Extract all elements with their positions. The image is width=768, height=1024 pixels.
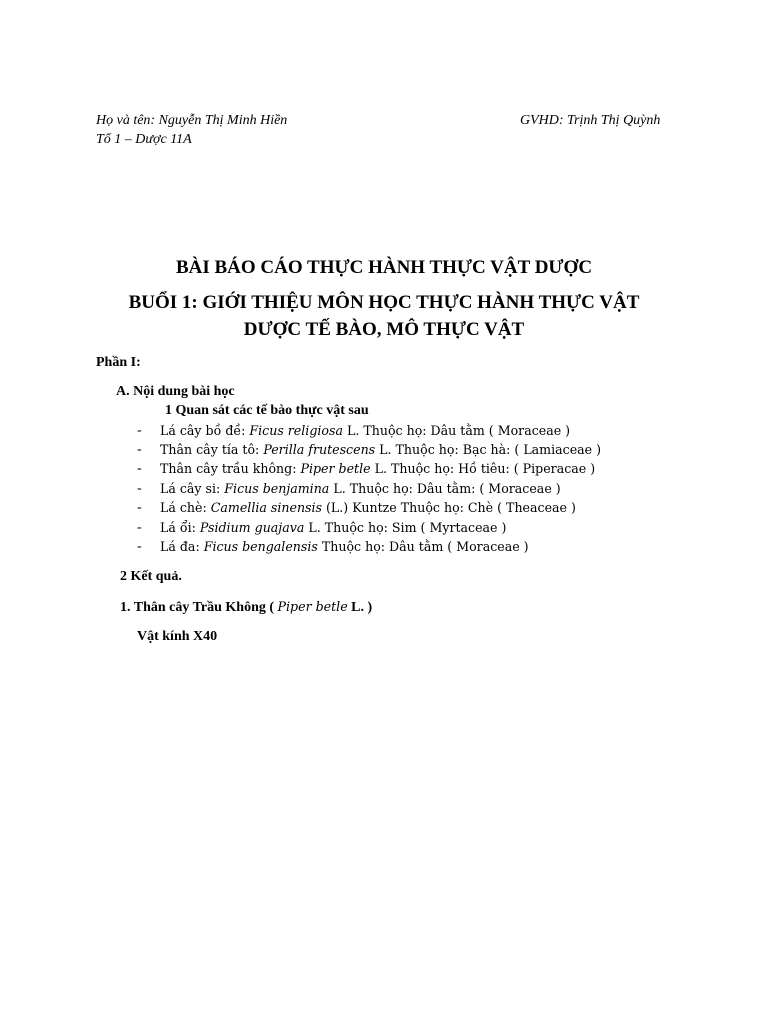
section-a-heading: A. Nội dung bài học	[116, 384, 235, 399]
header-left	[96, 111, 287, 149]
student-name: Họ và tên: Nguyễn Thị Minh Hiền	[96, 113, 288, 128]
session-title-line-1: BUỔI 1: GIỚI THIỆU MÔN HỌC THỰC HÀNH THỰC VẬT	[128, 292, 640, 313]
document-title: BÀI BÁO CÁO THỰC HÀNH THỰC VẬT DƯỢC	[175, 257, 593, 278]
list-bullet: -	[137, 423, 142, 438]
list-item: Lá ổi: Psidium guajava L. Thuộc họ: Sim ( Myrtaceae )	[160, 520, 507, 535]
list-bullet: -	[137, 442, 142, 457]
list-item: Thân cây trầu không: Piper betle L. Thuộc họ: Hồ tiêu: ( Piperacae )	[160, 461, 596, 476]
session-title-line-2: DƯỢC TẾ BÀO, MÔ THỰC VẬT	[243, 319, 525, 340]
subsection-heading: 1 Quan sát các tế bào thực vật sau	[165, 403, 369, 418]
group-name: Tổ 1 – Dược 11A	[96, 132, 192, 147]
result-item-heading: 1. Thân cây Trầu Không ( Piper betle L. )	[120, 599, 373, 615]
list-item: Thân cây tía tô: Perilla frutescens L. Thuộc họ: Bạc hà: ( Lamiaceae )	[160, 442, 602, 457]
list-item: Lá đa: Ficus bengalensis Thuộc họ: Dâu tằm ( Moraceae )	[160, 539, 529, 554]
list-bullet: -	[137, 520, 142, 535]
list-item: Lá chè: Camellia sinensis (L.) Kuntze Thuộc họ: Chè ( Theaceae )	[160, 500, 576, 515]
list-bullet: -	[137, 461, 142, 476]
part-label: Phần I:	[96, 355, 141, 370]
instructor-name: GVHD: Trịnh Thị Quỳnh	[520, 113, 661, 128]
list-bullet: -	[137, 500, 142, 515]
results-heading: 2 Kết quả.	[120, 569, 182, 584]
list-bullet: -	[137, 539, 142, 554]
list-item: Lá cây si: Ficus benjamina L. Thuộc họ: Dâu tằm: ( Moraceae )	[160, 481, 561, 496]
list-item: Lá cây bồ đề: Ficus religiosa L. Thuộc họ: Dâu tằm ( Moraceae )	[160, 423, 571, 438]
list-bullet: -	[137, 481, 142, 496]
objective-label: Vật kính X40	[137, 629, 218, 644]
